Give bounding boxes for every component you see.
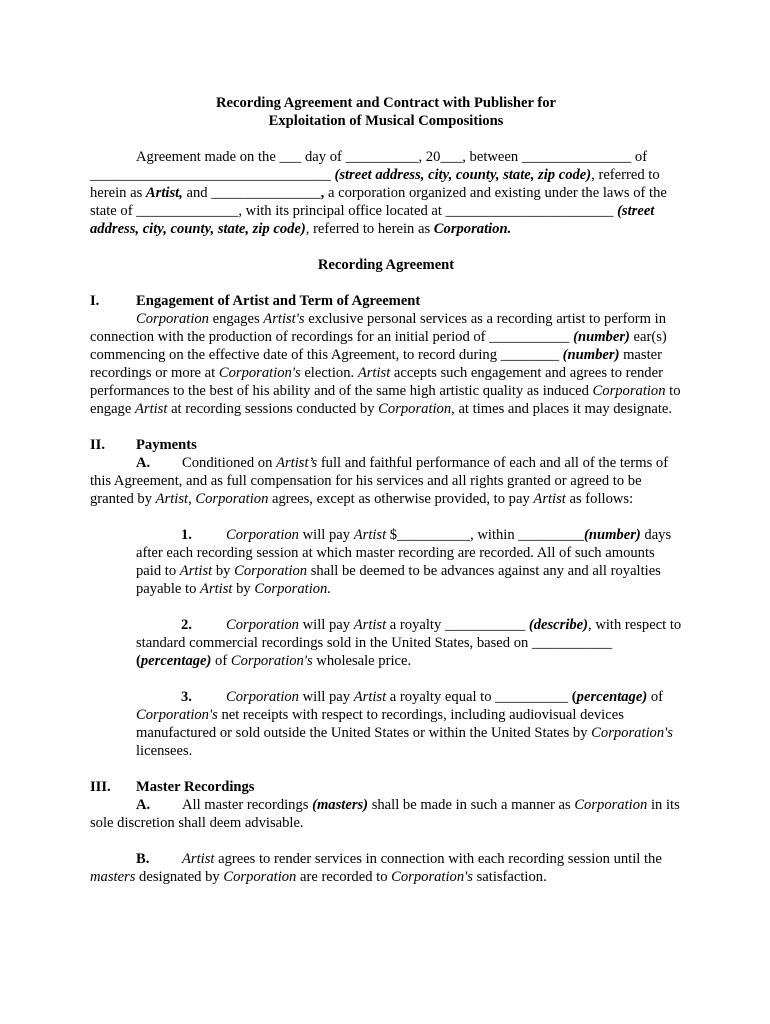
section-2-heading [90, 436, 682, 454]
text: accepts such engagement and agrees to render performances to the best of his ability and of the same high artistic quality as induced [90, 365, 663, 399]
section-3-title: Master Recordings [136, 779, 255, 795]
term: Corporation [226, 617, 299, 633]
term: Corporation's [230, 653, 313, 669]
blank-hint: (describe) [528, 617, 589, 633]
term: Artist’s [276, 455, 318, 471]
text: of [647, 689, 663, 705]
item-label: 2. [181, 617, 192, 633]
text: , [188, 491, 196, 507]
document-page [90, 94, 682, 886]
text: by [232, 581, 255, 597]
text: are recorded to [296, 869, 392, 885]
text: a royalty ___________ [386, 617, 529, 633]
artist-term: Artist, [145, 185, 183, 201]
document-title-line-2: Exploitation of Musical Compositions [268, 113, 504, 129]
text: All master recordings [182, 797, 313, 813]
text: will pay [298, 689, 354, 705]
term: Artist [357, 365, 391, 381]
term: Corporation [574, 797, 648, 813]
term: Artist's [263, 311, 305, 327]
text: shall be made in such a manner as [368, 797, 575, 813]
text: net receipts with respect to recordings, including audiovisual devices manufactured or sold outside the United States or within the United States by [136, 707, 624, 741]
term: masters [90, 869, 136, 885]
corporation-term: Corporation. [433, 221, 512, 237]
text: a royalty equal to __________ [386, 689, 572, 705]
subsection-label: A. [136, 455, 151, 471]
section-1-title: Engagement of Artist and Term of Agreement [136, 293, 421, 309]
section-1-heading [90, 292, 682, 310]
section-3-b-paragraph [90, 850, 682, 886]
text: ( [571, 689, 577, 705]
intro-paragraph [90, 148, 682, 238]
intro-text: and _______________ [182, 185, 321, 201]
term: Corporation [223, 869, 297, 885]
text: ear(s) commencing on the effective date of this Agreement, to record during ________ [90, 329, 667, 363]
defined-term: (masters) [312, 797, 369, 813]
text: $__________, within _________ [386, 527, 584, 543]
term: Artist [155, 491, 189, 507]
text: at recording sessions conducted by [167, 401, 379, 417]
text: designated by [135, 869, 224, 885]
text: wholesale price. [312, 653, 412, 669]
text: in its sole discretion shall deem advisable. [90, 797, 680, 831]
blank-hint: percentage) [576, 689, 648, 705]
blank-hint: (number) [583, 527, 641, 543]
text: will pay [298, 527, 354, 543]
text: election. [300, 365, 358, 381]
intro-text: a corporation organized and existing under the laws of the state of ______________, with its principal office located at _______________________ [90, 185, 667, 219]
term: Artist [533, 491, 566, 507]
text: licensees. [136, 743, 193, 759]
intro-text: , referred to herein as [305, 221, 434, 237]
corporation-address-hint: (street address, city, county, state, zip code) [90, 203, 655, 237]
intro-text: , [320, 185, 325, 201]
text: will pay [298, 617, 354, 633]
section-3-number: III. [90, 779, 111, 795]
payment-item-2 [136, 616, 682, 670]
text: agrees to render services in connection with each recording session until the [214, 851, 662, 867]
term: Corporation's [136, 707, 218, 723]
item-label: 1. [181, 527, 192, 543]
term: Corporation's [391, 869, 473, 885]
section-2-title: Payments [136, 437, 197, 453]
text: Conditioned on [182, 455, 277, 471]
intro-text: , referred to herein as [90, 167, 660, 201]
text: by [212, 563, 235, 579]
term: Corporation [136, 311, 209, 327]
term: Corporation [592, 383, 666, 399]
term: Artist [353, 527, 387, 543]
term: Artist [200, 581, 233, 597]
text: satisfaction. [472, 869, 547, 885]
text: engages [208, 311, 264, 327]
term: Corporation [378, 401, 452, 417]
subsection-label: A. [136, 797, 151, 813]
term: Corporation [226, 527, 299, 543]
term: Corporation [234, 563, 308, 579]
blank-hint: percentage) [140, 653, 212, 669]
term: Artist [179, 563, 213, 579]
text: shall be deemed to be advances against any and all royalties payable to [136, 563, 661, 597]
payment-item-1 [136, 526, 682, 598]
payment-item-3 [136, 688, 682, 760]
section-3-heading [90, 778, 682, 796]
blank-hint: (number) [562, 347, 620, 363]
text: days after each recording session at which master recording are recorded. All of such amounts paid to [136, 527, 672, 579]
text: master recordings or more at [90, 347, 662, 381]
section-2-a-paragraph [90, 454, 682, 508]
text: agrees, except as otherwise provided, to pay [268, 491, 534, 507]
subsection-label: B. [136, 851, 150, 867]
term: Corporation [195, 491, 269, 507]
term: Corporation. [254, 581, 331, 597]
artist-address-hint: (street address, city, county, state, zip code) [334, 167, 592, 183]
section-1-number: I. [90, 293, 100, 309]
blank-hint: (number) [573, 329, 630, 345]
section-2-number: II. [90, 437, 106, 453]
term: Artist [353, 617, 387, 633]
item-label: 3. [181, 689, 192, 705]
text: as follows: [565, 491, 634, 507]
text: exclusive personal services as a recording artist to perform in connection with the production of recordings for an initial period of ___________ [90, 311, 667, 345]
text: , with respect to standard commercial recordings sold in the United States, based on ___________ [136, 617, 682, 651]
term: Artist [353, 689, 387, 705]
text: ( [136, 653, 141, 669]
intro-text: Agreement made on the ___ day of __________, 20___, between _______________ of _________________________________ [90, 149, 648, 183]
term: Corporation's [218, 365, 301, 381]
section-1-paragraph [90, 310, 682, 418]
term: Artist [134, 401, 168, 417]
term: Corporation's [591, 725, 673, 741]
recording-agreement-heading: Recording Agreement [317, 257, 455, 273]
term: Artist [182, 851, 215, 867]
text: of [211, 653, 231, 669]
document-title-line-1: Recording Agreement and Contract with Publisher for [216, 95, 556, 111]
text: to engage [90, 383, 681, 417]
text: , at times and places it may designate. [451, 401, 673, 417]
section-3-a-paragraph [90, 796, 682, 832]
term: Corporation [226, 689, 299, 705]
text: full and faithful performance of each and all of the terms of this Agreement, and as full compensation for his services and all rights granted or agreed to be granted by [90, 455, 669, 507]
